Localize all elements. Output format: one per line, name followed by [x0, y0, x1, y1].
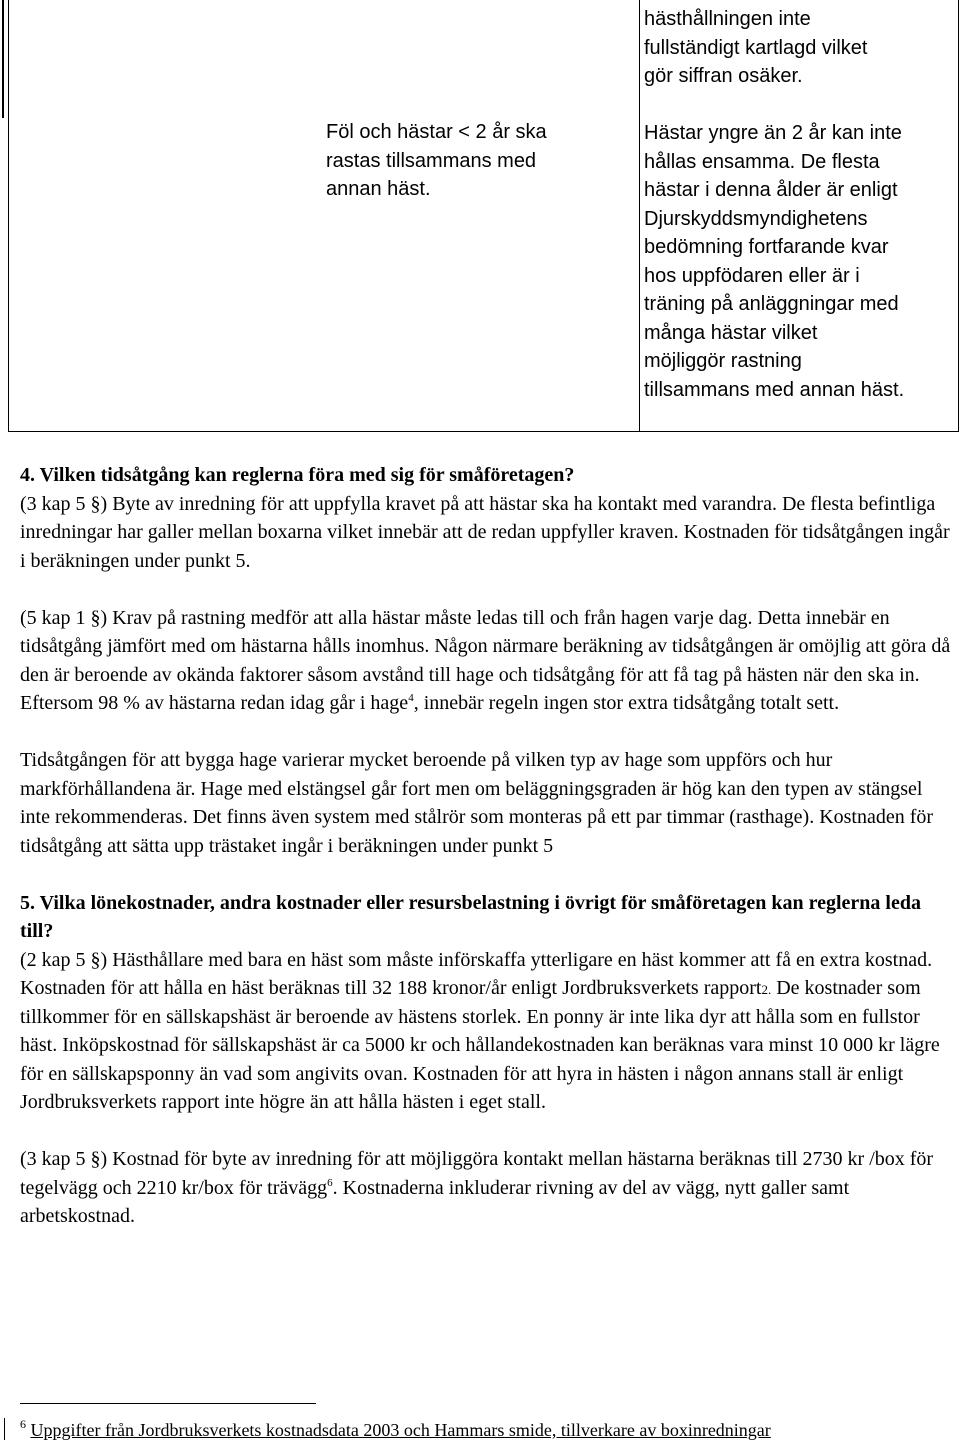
footnote — [20, 1418, 771, 1442]
cell-line: möjliggör rastning — [644, 350, 802, 372]
cell-line: hästar i denna ålder är enligt — [644, 179, 898, 201]
footnote-ref: 6 — [327, 1176, 333, 1189]
revision-bar — [4, 1418, 5, 1440]
section-4-heading: 4. Vilken tidsåtgång kan reglerna föra med sig för småföretagen? — [20, 464, 575, 486]
section-5-heading: 5. Vilka lönekostnader, andra kostnader eller resursbelastning i övrigt för småföretagen kan reglerna leda till? — [20, 891, 921, 942]
cell-line: fullständigt kartlagd vilket — [644, 36, 868, 59]
footnote-ref: 4 — [408, 692, 414, 704]
cell-line: bedömning fortfarande kvar — [644, 236, 889, 258]
section-5-paragraph-1: (2 kap 5 §) Hästhållare med bara en häst som måste införskaffa ytterligare en häst kommer att få en extra kostnad. Kostnaden för att hålla en häst beräknas till 32 188 kronor/år enligt Jordbruksverkets rapport2. De kostnader som tillkommer för en sällskapshäst är beroende av hästens storlek. En ponny är inte lika dyr att hålla som en fullstor häst. Inköpskostnad för sällskapshäst är ca 5000 kr och hållandekostnaden kan beräknas vara minst 10 000 kr lägre för en sällskapsponny än vad som angivits ovan. Kostnaden för att hyra in hästen i någon annans stall är enligt Jordbruksverkets rapport inte högre än att hålla hästen i eget stall. — [20, 948, 940, 1113]
cell-line: hållas ensamma. De flesta — [644, 150, 880, 173]
cell-line: annan häst. — [326, 178, 431, 200]
section-4-paragraph-1: (3 kap 5 §) Byte av inredning för att uppfylla kravet på att hästar ska ha kontakt med varandra. De flesta befintliga inredningar har galler mellan boxarna vilket innebär att de redan uppfyller kraven. Kostnaden för tidsåtgången ingår i beräkningen under punkt 5. — [20, 492, 950, 572]
table-border-middle — [639, 0, 640, 431]
table-cell-right — [644, 5, 944, 404]
table-border-left — [8, 0, 9, 431]
cell-line: träning på anläggningar med — [644, 293, 899, 315]
cell-line: rastas tillsammans med — [326, 149, 537, 172]
footnote-text: Uppgifter från Jordbruksverkets kostnadsdata 2003 och Hammars smide, tillverkare av boxinredningar — [30, 1420, 771, 1440]
footnote-ref: 2. — [761, 982, 772, 997]
section-5-paragraph-2: (3 kap 5 §) Kostnad för byte av inredning för att möjliggöra kontakt mellan hästarna beräknas till 2730 kr /box för tegelvägg och 2210 kr/box för trävägg$^6$. Kostnaderna inkluderar rivning av del av vägg, nytt galler samt arbetskostnad. — [20, 1148, 934, 1227]
section-4-paragraph-3: Tidsåtgången för att bygga hage varierar mycket beroende på vilken typ av hage som uppförs och hur markförhållandena är. Hage med elstängsel går fort men om beläggningsgraden är hög kan den typen av stängsel inte rekommenderas. Det finns även system med stålrör som monteras på ett par timmar (rasthage). Kostnaden för tidsåtgång att sätta upp trästaket ingår i beräkningen under punkt 5 — [20, 749, 934, 857]
cell-line: många hästar vilket — [644, 321, 818, 344]
footnote-separator — [20, 1403, 316, 1404]
cell-line: Föl och hästar < 2 år ska — [326, 121, 547, 143]
cell-line: hos uppfödaren eller är i — [644, 264, 860, 287]
revision-bar — [2, 0, 4, 118]
cell-line: Djurskyddsmyndighetens — [644, 207, 868, 230]
section-4-paragraph-2: (5 kap 1 §) Krav på rastning medför att alla hästar måste ledas till och från hagen varje dag. Detta innebär en tidsåtgång jämfört med om hästarna hålls inomhus. Någon närmare beräkning av tidsåtgången är omöjlig att göra då den är beroende av okända faktorer såsom avstånd till hage och tidsåtgång för att få tag på hästen när den ska in. Eftersom 98 % av hästarna redan idag går i hage$^4$, innebär regeln ingen stor extra tidsåtgång totalt sett. — [20, 606, 951, 714]
footnote-number: 6 — [20, 1417, 26, 1431]
cell-line: tillsammans med annan häst. — [644, 378, 905, 401]
cell-line: Hästar yngre än 2 år kan inte — [644, 122, 902, 144]
document-body — [20, 461, 952, 1231]
cell-line: hästhållningen inte — [644, 8, 811, 30]
table-cell-left — [326, 118, 626, 204]
cell-line: gör siffran osäker. — [644, 65, 803, 87]
